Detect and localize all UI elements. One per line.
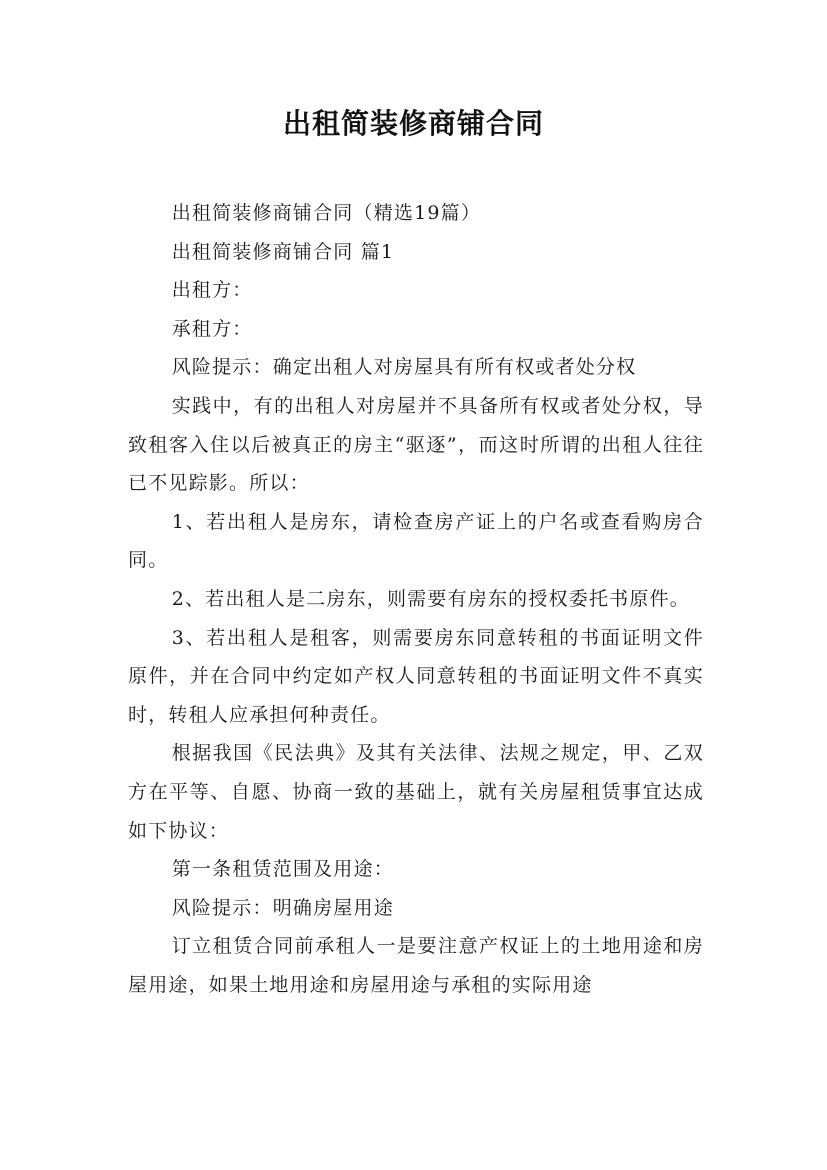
paragraph-item-3: 3、若出租人是租客，则需要房东同意转租的书面证明文件原件，并在合同中约定如产权人同意转租的书面证明文件不真实时，转租人应承担何种责任。 xyxy=(128,626,704,726)
paragraph-practice-note: 实践中，有的出租人对房屋并不具备所有权或者处分权，导致租客入住以后被真正的房主“驱逐”，而这时所谓的出租人往往已不见踪影。所以： xyxy=(128,394,704,495)
document-title: 出租简装修商铺合同 xyxy=(282,107,544,140)
paragraph-risk-tip-usage: 风险提示：明确房屋用途 xyxy=(171,896,394,919)
paragraph-risk-tip-ownership: 风险提示：确定出租人对房屋具有所有权或者处分权 xyxy=(171,356,637,379)
paragraph-legal-basis: 根据我国《民法典》及其有关法律、法规之规定，甲、乙双方在平等、自愿、协商一致的基础上，就有关房屋租赁事宜达成如下协议： xyxy=(128,742,704,842)
paragraph-subtitle: 出租简装修商铺合同（精选19篇） xyxy=(171,202,482,224)
paragraph-usage-note: 订立租赁合同前承租人一是要注意产权证上的土地用途和房屋用途，如果土地用途和房屋用途与承租的实际用途 xyxy=(128,935,704,996)
paragraph-article-1: 第一条租赁范围及用途： xyxy=(171,858,394,881)
paragraph-lessee: 承租方： xyxy=(171,317,253,340)
paragraph-item-2: 2、若出租人是二房东，则需要有房东的授权委托书原件。 xyxy=(171,587,690,610)
document-body xyxy=(128,194,704,1004)
paragraph-lessor: 出租方： xyxy=(171,279,253,302)
paragraph-section-heading: 出租简装修商铺合同 篇1 xyxy=(171,240,395,263)
paragraph-item-1: 1、若出租人是房东，请检查房产证上的户名或查看购房合同。 xyxy=(128,510,704,572)
